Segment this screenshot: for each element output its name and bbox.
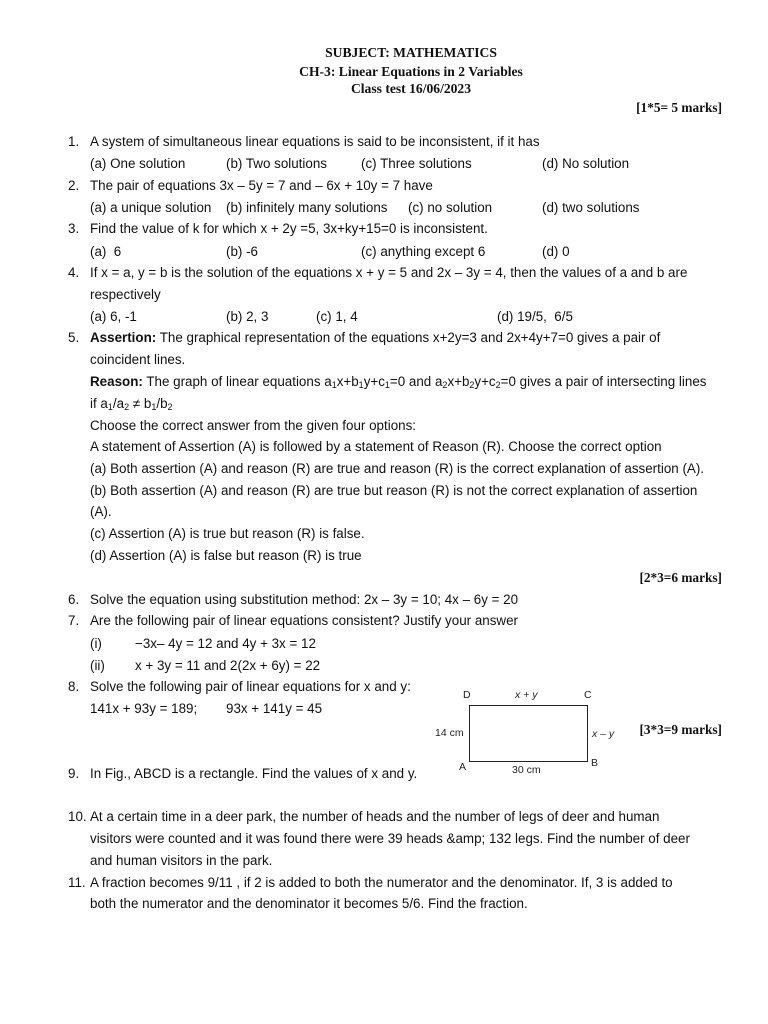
question-text: At a certain time in a deer park, the number of heads and the number of legs of deer and human — [90, 809, 660, 824]
reason-text: /a — [112, 396, 125, 411]
reason-text: y+c — [363, 374, 385, 389]
question-text: Are the following pair of linear equations consistent? Justify your answer — [90, 613, 518, 628]
subscript: 1 — [151, 402, 157, 412]
subscript: 1 — [358, 380, 364, 390]
option-a: (a) Both assertion (A) and reason (R) are true and reason (R) is the correct explanation of assertion (A). — [90, 461, 705, 476]
vertex-a: A — [459, 761, 467, 773]
question-number: 5. — [68, 330, 80, 345]
question-text: In Fig., ABCD is a rectangle. Find the values of x and y. — [90, 766, 418, 781]
option-a: (a) a unique solution — [90, 200, 212, 215]
question-number: 2. — [68, 178, 80, 193]
instruction-text: Choose the correct answer from the given four options: — [90, 418, 417, 433]
reason-text: =0 gives a pair of intersecting lines — [500, 374, 707, 389]
option-b: (b) 2, 3 — [226, 309, 269, 324]
question-text-cont: respectively — [90, 287, 161, 302]
assertion-line — [90, 330, 660, 346]
reason-text: The graph of linear equations a — [142, 374, 332, 389]
side-right-label: x – y — [592, 728, 615, 740]
side-bottom-label: 30 cm — [512, 764, 541, 776]
question-number: 8. — [68, 679, 80, 694]
question-text: Solve the equation using substitution method: 2x – 3y = 10; 4x – 6y = 20 — [90, 592, 519, 607]
subscript: 2 — [167, 402, 173, 412]
reason-text: ≠ b — [129, 396, 152, 411]
subscript: 2 — [442, 380, 448, 390]
reason-text: /b — [156, 396, 168, 411]
reason-text: x+b — [447, 374, 470, 389]
section-marks-1: [1*5= 5 marks] — [636, 100, 722, 115]
reason-label: Reason: — [90, 374, 143, 389]
question-text-cont: and human visitors in the park. — [90, 853, 273, 868]
question-number: 11. — [68, 875, 86, 890]
equation-2: 93x + 141y = 45 — [226, 701, 323, 716]
chapter-title: CH-3: Linear Equations in 2 Variables — [299, 64, 523, 79]
subpart-text: x + 3y = 11 and 2(2x + 6y) = 22 — [135, 658, 321, 673]
option-b-cont: (A). — [90, 504, 112, 519]
subscript: 1 — [107, 402, 113, 412]
option-d: (d) 19/5, 6/5 — [497, 309, 573, 324]
question-text-cont: both the numerator and the denominator it becomes 5/6. Find the fraction. — [90, 896, 528, 911]
question-text: If x = a, y = b is the solution of the equations x + y = 5 and 2x – 3y = 4, then the values of a and b are — [90, 265, 688, 280]
question-number: 10. — [68, 809, 87, 824]
option-c: (c) no solution — [408, 200, 493, 215]
option-c: (c) Assertion (A) is true but reason (R) is false. — [90, 526, 365, 541]
subpart-text: −3x– 4y = 12 and 4y + 3x = 12 — [135, 636, 316, 651]
assertion-text: The graphical representation of the equations x+2y=3 and 2x+4y+7=0 gives a pair of — [156, 330, 661, 345]
equation-1: 141x + 93y = 189; — [90, 701, 198, 716]
question-text: A system of simultaneous linear equations is said to be inconsistent, if it has — [90, 134, 540, 149]
question-number: 3. — [68, 221, 80, 236]
option-b: (b) infinitely many solutions — [226, 200, 388, 215]
option-d: (d) two solutions — [542, 200, 640, 215]
subpart-label: (ii) — [90, 658, 105, 673]
vertex-b: B — [591, 757, 599, 769]
option-a: (a) 6, -1 — [90, 309, 137, 324]
option-b: (b) Both assertion (A) and reason (R) are true but reason (R) is not the correct explanation of assertion — [90, 483, 698, 498]
question-text-cont: visitors were counted and it was found there were 39 heads &amp; 132 legs. Find the number of deer — [90, 831, 690, 846]
section-marks-3: [3*3=9 marks] — [639, 722, 722, 737]
option-c: (c) anything except 6 — [361, 244, 486, 259]
question-number: 4. — [68, 265, 80, 280]
assertion-text-cont: coincident lines. — [90, 352, 186, 367]
question-number: 9. — [68, 766, 80, 781]
option-b: (b) -6 — [226, 244, 258, 259]
question-text: A fraction becomes 9/11 , if 2 is added to both the numerator and the denominator. If, 3 is added to — [90, 875, 673, 890]
rectangle-figure — [469, 705, 588, 762]
question-number: 1. — [68, 134, 80, 149]
reason-text: if a — [90, 396, 108, 411]
side-top-label: x + y — [515, 689, 538, 701]
reason-condition — [90, 396, 173, 412]
option-c: (c) 1, 4 — [316, 309, 358, 324]
subscript: 2 — [495, 380, 501, 390]
vertex-c: C — [584, 689, 592, 701]
subpart-label: (i) — [90, 636, 102, 651]
question-text: The pair of equations 3x – 5y = 7 and – 6x + 10y = 7 have — [90, 178, 433, 193]
vertex-d: D — [463, 689, 471, 701]
reason-text: =0 and a — [389, 374, 443, 389]
option-d: (d) No solution — [542, 156, 630, 171]
option-d: (d) 0 — [542, 244, 570, 259]
question-text: Solve the following pair of linear equations for x and y: — [90, 679, 411, 694]
question-number: 6. — [68, 592, 80, 607]
subscript: 2 — [469, 380, 475, 390]
option-c: (c) Three solutions — [361, 156, 472, 171]
option-a: (a) 6 — [90, 244, 122, 259]
subject-title: SUBJECT: MATHEMATICS — [325, 45, 497, 60]
subscript: 1 — [331, 380, 337, 390]
subscript: 1 — [384, 380, 390, 390]
question-text: Find the value of k for which x + 2y =5, 3x+ky+15=0 is inconsistent. — [90, 221, 488, 236]
reason-text: x+b — [336, 374, 359, 389]
assertion-label: Assertion: — [90, 330, 157, 345]
option-d: (d) Assertion (A) is false but reason (R) is true — [90, 548, 362, 563]
question-number: 7. — [68, 613, 80, 628]
reason-line — [90, 374, 706, 390]
section-marks-2: [2*3=6 marks] — [639, 570, 722, 585]
option-b: (b) Two solutions — [226, 156, 327, 171]
side-left-label: 14 cm — [435, 727, 464, 739]
subscript: 2 — [124, 402, 130, 412]
instruction-text: A statement of Assertion (A) is followed by a statement of Reason (R). Choose the correct option — [90, 439, 662, 454]
test-date: Class test 16/06/2023 — [350, 81, 472, 96]
reason-text: y+c — [474, 374, 496, 389]
option-a: (a) One solution — [90, 156, 186, 171]
